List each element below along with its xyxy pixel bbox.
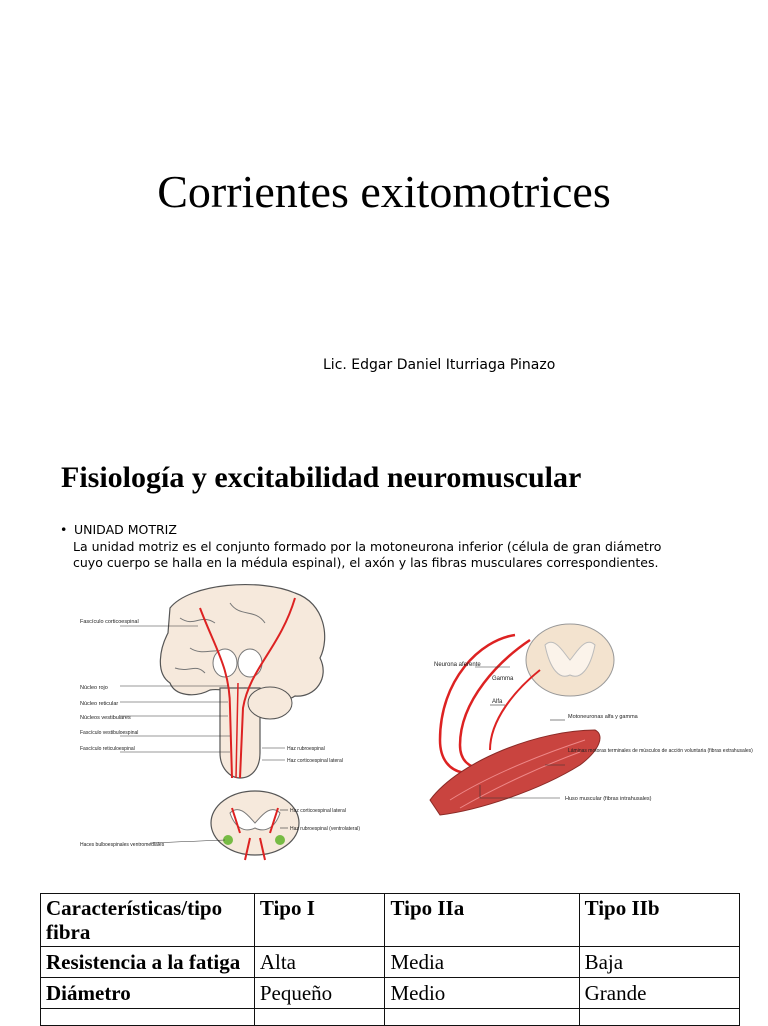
cell-clipped [385,1009,579,1026]
bullet-item [60,522,730,539]
table-header-row [41,894,740,947]
label-nucleo-reticular: Núcleo reticular [80,701,119,707]
section-heading: Fisiología y excitabilidad neuromuscular [61,461,582,494]
cell-value: Baja [579,947,739,978]
label-haz-corticoespinal-lateral: Haz corticoespinal lateral [287,758,343,764]
label-haz-rubroespinal-ventrolateral: Haz rubroespinal (ventrolateral) [290,826,361,832]
table-row-clipped [41,1009,740,1026]
label-nucleos-vestibulares: Núcleos vestibulares [80,715,131,721]
bullet-title: UNIDAD MOTRIZ [74,522,177,537]
label-fasciculo-corticoespinal: Fascículo corticoespinal [80,619,139,625]
bullet-block [60,522,730,572]
header-tipo-iia: Tipo IIa [385,894,579,947]
label-motoneuronas: Motoneuronas alfa y gamma [568,714,638,720]
row-label-resistencia: Resistencia a la fatiga [41,947,255,978]
slide-title: Corrientes exitomotrices [157,166,611,217]
cell-clipped [579,1009,739,1026]
label-fasciculo-vestibuloespinal: Fascículo vestibuloespinal [80,730,139,736]
label-haz-rubroespinal: Haz rubroespinal [287,746,325,752]
bullet-body-line-1: La unidad motriz es el conjunto formado por la motoneurona inferior (célula de gran diámetro [73,538,662,554]
label-haces-bulboespinales: Haces bulboespinales ventromediales [80,842,165,848]
row-label-diametro: Diámetro [41,978,255,1009]
label-neurona-aferente: Neurona aferente [434,662,481,668]
table-row [41,947,740,978]
cell-value: Media [385,947,579,978]
table-row [41,978,740,1009]
cell-clipped [41,1009,255,1026]
bullet-body-line-2: cuyo cuerpo se halla en la médula espinal), el axón y las fibras musculares correspondientes. [73,555,659,570]
author-name: Lic. Edgar Daniel Iturriaga Pinazo [323,357,556,373]
cell-value: Pequeño [254,978,385,1009]
label-haz-corticoespinal-lateral-cord: Haz corticoespinal lateral [290,808,346,814]
label-nucleo-rojo: Núcleo rojo [80,685,108,691]
motor-pathways-figure [80,578,370,868]
header-tipo-i: Tipo I [254,894,385,947]
cell-value: Medio [385,978,579,1009]
fiber-types-table [40,893,740,1026]
bullet-dot-icon: • [60,522,68,537]
cell-clipped [254,1009,385,1026]
label-fasciculo-reticuloespinal: Fascículo reticuloespinal [80,746,135,752]
cell-value: Grande [579,978,739,1009]
label-alfa: Alfa [492,699,503,705]
motoneuron-figure [420,600,753,830]
label-laminas: Láminas motoras terminales de músculos de acción voluntaria (fibras extrahusales) [568,748,753,754]
label-gamma: Gamma [492,676,514,682]
cell-value: Alta [254,947,385,978]
header-caracteristicas: Características/tipo fibra [41,894,255,947]
header-tipo-iib: Tipo IIb [579,894,739,947]
label-huso: Huso muscular (fibras intrahusales) [565,796,652,802]
